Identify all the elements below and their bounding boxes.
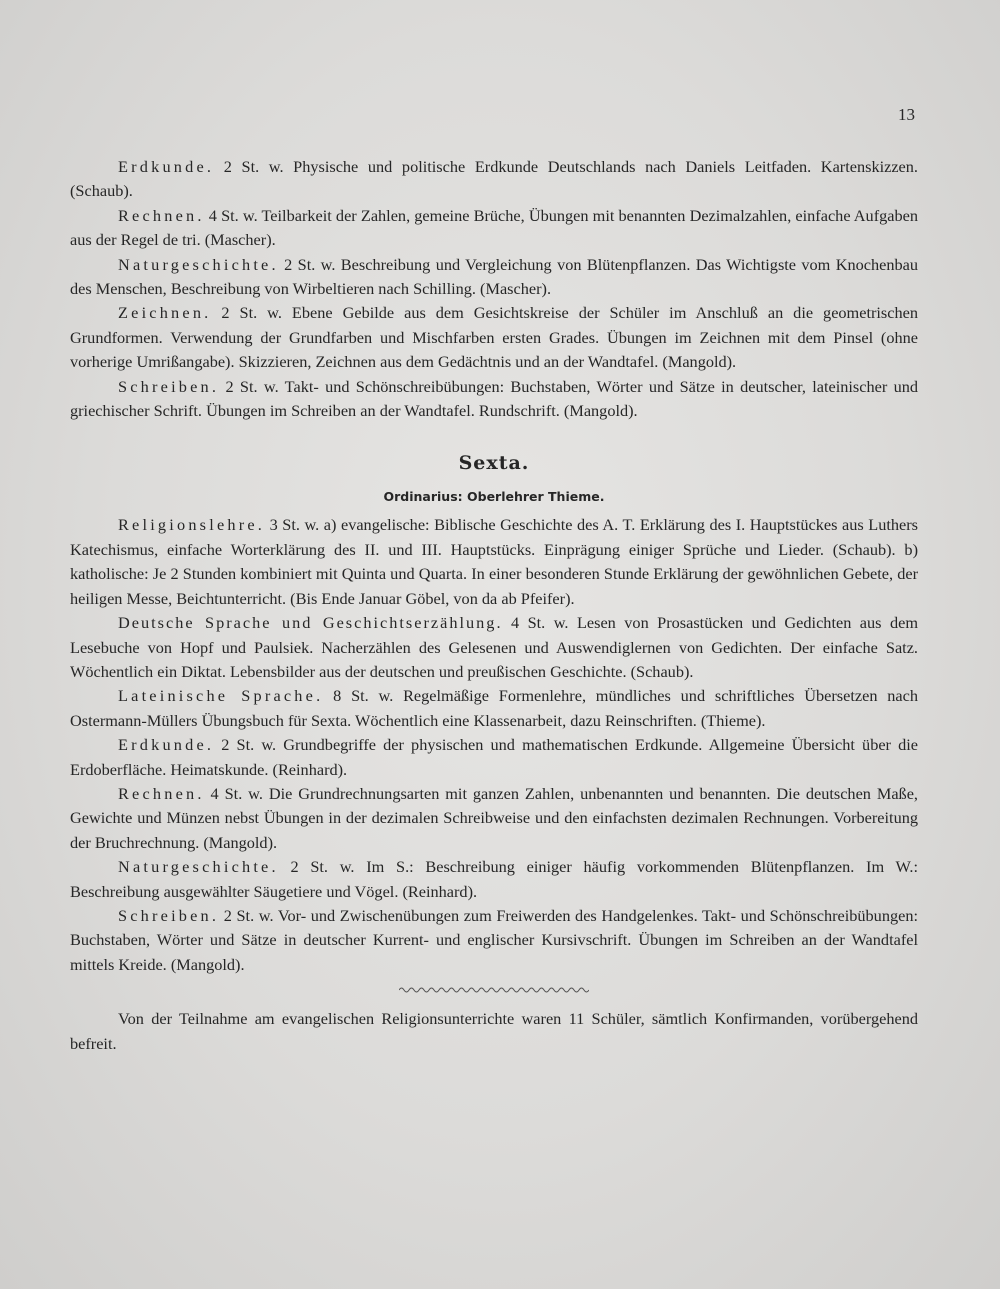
subject-label: Religionslehre. — [118, 515, 266, 535]
closing-note: Von der Teilnahme am evangelischen Religionsunterrichte waren 11 Schüler, sämtlich Konfirmanden, vorübergehend befreit. — [70, 1009, 918, 1053]
paragraph-text: 2 St. w. Physische und politische Erdkunde Deutschlands nach Daniels Leitfaden. Kartenskizzen. (Schaub). — [70, 157, 918, 201]
paragraph-text: 2 St. w. Vor- und Zwischenübungen zum Freiwerden des Handgelenkes. Takt- und Schönschreibübungen: Buchstaben, Wörter und Sätze in deutscher Kurrent- und englischer Kursivschrift. Übungen im Schreiben an der Wandtafel mittels Kreide. (Mangold). — [70, 905, 918, 974]
paragraph-schreiben — [70, 904, 918, 977]
paragraph-deutsche-sprache — [70, 611, 918, 684]
paragraph-text: 3 St. w. a) evangelische: Biblische Geschichte des A. T. Erklärung des I. Hauptstückes aus Luthers Katechismus, einfache Worterklärung des II. und III. Hauptstücks. Einprägung einiger Sprüche und Lieder. (Schaub). b) katholische: Je 2 Stunden kombiniert mit Quinta und Quarta. In einer besonderen Stunde Erklärung der gewöhnlichen Gebete, der heiligen Messe, Beichtunterricht. (Bis Ende Januar Göbel, von da ab Pfeifer). — [70, 515, 918, 608]
paragraph-lateinische-sprache — [70, 684, 918, 733]
paragraph-erdkunde-top — [70, 155, 918, 204]
paragraph-zeichnen-top — [70, 301, 918, 374]
page-content — [70, 155, 918, 1056]
subject-label: Rechnen. — [118, 783, 205, 803]
subject-label: Schreiben. — [118, 905, 220, 925]
paragraph-text: 2 St. w. Beschreibung und Vergleichung von Blütenpflanzen. Das Wichtigste vom Knochenbau des Menschen, Beschreibung von Wirbeltieren nach Schilling. (Mascher). — [70, 254, 918, 299]
subject-label: Schreiben. — [118, 376, 220, 396]
subject-label: Naturgeschichte. — [118, 254, 279, 274]
paragraph-text: 8 St. w. Regelmäßige Formenlehre, mündliches und schriftliches Übersetzen nach Ostermann-Müllers Übungsbuch für Sexta. Wöchentlich eine Klassenarbeit, dazu Reinschriften. (Thieme). — [70, 686, 918, 730]
subject-label: Erdkunde. — [118, 735, 215, 755]
paragraph-naturgeschichte-top — [70, 253, 918, 302]
paragraph-rechnen-top — [70, 204, 918, 253]
subject-label: Erdkunde. — [118, 157, 215, 176]
paragraph-text: 2 St. w. Im S.: Beschreibung einiger häufig vorkommenden Blütenpflanzen. Im W.: Beschreibung ausgewählter Säugetiere und Vögel. (Reinhard). — [70, 857, 918, 901]
section-title: Sexta. — [458, 452, 530, 475]
paragraph-naturgeschichte — [70, 855, 918, 904]
subject-label: Naturgeschichte. — [118, 857, 279, 877]
paragraph-text: 4 St. w. Teilbarkeit der Zahlen, gemeine Brüche, Übungen mit benannten Dezimalzahlen, einfache Aufgaben aus der Regel de tri. (Mascher). — [70, 205, 918, 250]
paragraph-text: 4 St. w. Lesen von Prosastücken und Gedichten aus dem Lesebuche von Hopf und Paulsiek. Nacherzählen des Gelesenen und Auswendiglernen von Gedichten. Der einfache Satz. Wöchentlich ein Diktat. Lebensbilder aus der deutschen und preußischen Geschichte. (Schaub). — [70, 613, 918, 681]
paragraph-rechnen — [70, 782, 918, 855]
page-number: 13 — [898, 105, 915, 124]
subject-label: Zeichnen. — [118, 303, 212, 323]
paragraph-schreiben-top — [70, 375, 918, 424]
paragraph-text: 2 St. w. Takt- und Schönschreibübungen: Buchstaben, Wörter und Sätze in deutscher, lateinischer und griechischer Schrift. Übungen im Schreiben an der Wandtafel. Rundschrift. (Mangold). — [70, 376, 918, 421]
paragraph-erdkunde — [70, 733, 918, 782]
subject-label: Lateinische Sprache. — [118, 686, 324, 706]
paragraph-text: 2 St. w. Grundbegriffe der physischen und mathematischen Erdkunde. Allgemeine Übersicht über die Erdoberfläche. Heimatskunde. (Reinhard). — [70, 735, 918, 779]
paragraph-text: 4 St. w. Die Grundrechnungsarten mit ganzen Zahlen, unbenannten und benannten. Die deutschen Maße, Gewichte und Münzen nebst Übungen in der dezimalen Schreibweise und den einfachsten dezimalen Rechnungen. Vorbereitung der Bruchrechnung. (Mangold). — [70, 783, 918, 852]
paragraph-religionslehre — [70, 513, 918, 611]
wavy-divider — [399, 985, 589, 995]
paragraph-text: 2 St. w. Ebene Gebilde aus dem Gesichtskreise der Schüler im Anschluß an die geometrischen Grundformen. Verwendung der Grundfarben und Mischfarben ersten Grades. Übungen im Zeichnen mit dem Pinsel (ohne vorherige Umrißangabe). Skizzieren, Zeichnen aus dem Gedächtnis und an der Wandtafel. (Mangold). — [70, 303, 918, 372]
subject-label: Rechnen. — [118, 205, 205, 225]
subject-label: Deutsche Sprache und Geschichtserzählung. — [118, 613, 503, 633]
ordinarius-line: Ordinarius: Oberlehrer Thieme. — [383, 489, 605, 505]
